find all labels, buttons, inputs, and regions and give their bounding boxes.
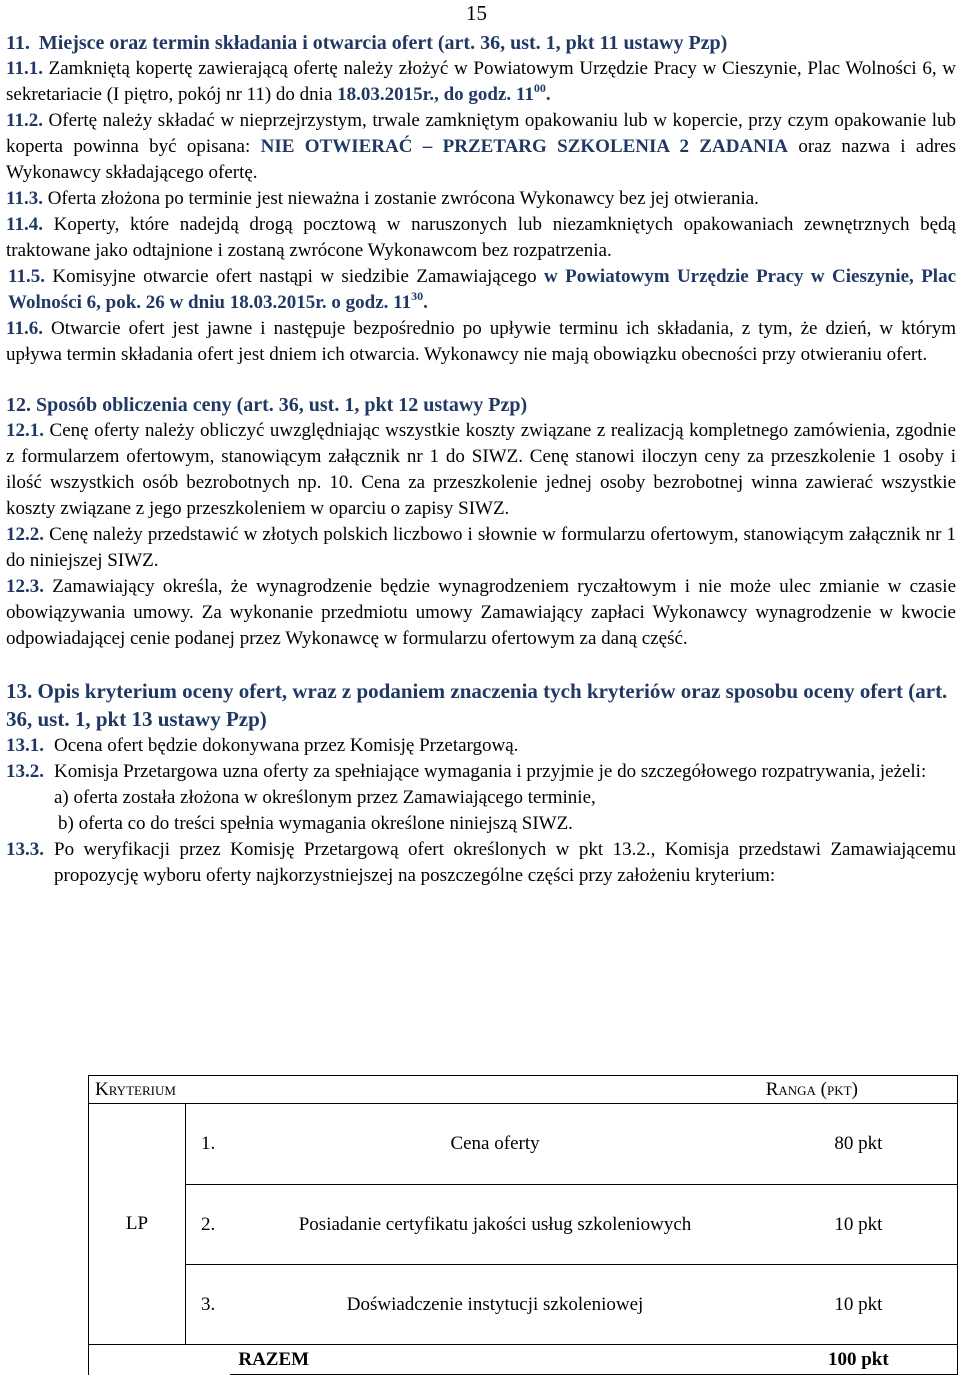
criteria-total-label: RAZEM xyxy=(230,1345,759,1375)
paragraph-13-3-number: 13.3. xyxy=(6,839,44,860)
criteria-row-name: Posiadanie certyfikatu jakości usług szkoleniowych xyxy=(230,1185,759,1265)
criteria-row xyxy=(89,1265,958,1345)
paragraph-11-4 xyxy=(6,212,956,264)
paragraph-11-2-bold: NIE OTWIERAĆ – PRZETARG SZKOLENIA 2 ZADANIA xyxy=(260,136,788,157)
paragraph-12-3-text: Zamawiający określa, że wynagrodzenie będzie wynagrodzeniem ryczałtowym i nie może ulec zmianie w czasie obowiązywania umowy. Za wykonanie przedmiotu umowy Zamawiający zapłaci Wykonawcy wynagrodzenie w kwocie odpowiadającej cenie podanej przez Wykonawcę w formularzu ofertowym za daną część. xyxy=(6,576,957,649)
paragraph-13-2-text: Komisja Przetargowa uzna oferty za spełniające wymagania i przyjmie je do szczegółowego rozpatrywania, jeżeli: xyxy=(54,761,927,782)
paragraph-13-3 xyxy=(6,837,956,889)
criteria-header-ranga-label: Ranga (pkt) xyxy=(765,1078,858,1100)
paragraph-11-5-text: Komisyjne otwarcie ofert nastąpi w siedzibie Zamawiającego xyxy=(52,266,537,287)
criteria-header-ranga xyxy=(760,1076,958,1104)
paragraph-11-5-sup: 30 xyxy=(411,289,424,303)
paragraph-11-2-number: 11.2. xyxy=(6,110,43,131)
paragraph-12-3 xyxy=(6,574,956,652)
criteria-row-number: 2. xyxy=(185,1185,230,1265)
paragraph-11-1-end: . xyxy=(545,84,551,105)
section-11-title: Miejsce oraz termin składania i otwarcia ofert (art. 36, ust. 1, pkt 11 ustawy Pzp) xyxy=(38,32,728,54)
criteria-table-header xyxy=(89,1076,958,1104)
criteria-row-points: 80 pkt xyxy=(760,1104,958,1185)
document-body xyxy=(6,30,956,889)
section-12-heading: 12. Sposób obliczenia ceny (art. 36, ust. 1, pkt 12 ustawy Pzp) xyxy=(6,394,528,416)
paragraph-11-1-text: Zamkniętą kopertę zawierającą ofertę należy złożyć w Powiatowym Urzędzie Pracy w Cieszynie, Plac Wolności 6, w sekretariacie (I piętro, pokój nr 11) do dnia xyxy=(6,58,956,105)
paragraph-11-6 xyxy=(6,316,956,368)
paragraph-13-2-number: 13.2. xyxy=(6,761,44,782)
paragraph-12-1-number: 12.1. xyxy=(6,420,44,441)
criteria-row-number: 3. xyxy=(185,1265,230,1345)
paragraph-11-1 xyxy=(6,56,956,108)
criteria-total-spacer xyxy=(89,1345,231,1375)
paragraph-11-5-end: . xyxy=(423,292,428,313)
paragraph-12-2-text: Cenę należy przedstawić w złotych polskich liczbowo i słownie w formularzu ofertowym, stanowiącym załącznik nr 1 do niniejszej SIWZ. xyxy=(6,524,957,571)
criteria-row-number: 1. xyxy=(185,1104,230,1185)
section-11-heading xyxy=(6,30,956,56)
paragraph-11-2 xyxy=(6,108,956,186)
paragraph-11-1-date: 18.03.2015r. xyxy=(337,84,435,105)
paragraph-11-4-text: Koperty, które nadejdą drogą pocztową w naruszonych lub niezamkniętych opakowaniach zewnętrznych będą traktowane jako odtajnione i zostaną zwrócone Wykonawcom bez rozpatrzenia. xyxy=(6,214,956,261)
paragraph-11-6-number: 11.6. xyxy=(6,318,43,339)
criteria-table xyxy=(88,1075,958,1375)
criteria-row xyxy=(89,1104,958,1185)
criteria-lp-label: LP xyxy=(125,1213,149,1234)
paragraph-11-3-text: Oferta złożona po terminie jest nieważna i zostanie zwrócona Wykonawcy bez jej otwierania. xyxy=(47,188,759,209)
paragraph-13-1-text: Ocena ofert będzie dokonywana przez Komisję Przetargową. xyxy=(54,735,519,756)
criteria-row xyxy=(89,1185,958,1265)
paragraph-11-4-number: 11.4. xyxy=(6,214,43,235)
paragraph-11-5 xyxy=(6,264,956,316)
section-13-heading: 13. Opis kryterium oceny ofert, wraz z podaniem znaczenia tych kryteriów oraz sposobu oceny ofert (art. 36, ust. 1, pkt 13 ustawy Pzp) xyxy=(6,679,948,731)
paragraph-11-3 xyxy=(6,186,956,212)
paragraph-13-1-number: 13.1. xyxy=(6,735,44,756)
criteria-header-kryterium xyxy=(89,1076,760,1104)
paragraph-13-2-item-a: a) oferta została złożona w określonym przez Zamawiającego terminie, xyxy=(54,787,596,808)
criteria-row-points: 10 pkt xyxy=(760,1185,958,1265)
paragraph-11-6-text: Otwarcie ofert jest jawne i następuje bezpośrednio po upływie terminu ich składania, z tym, że dzień, w którym upływa termin składania ofert jest dniem ich otwarcia. Wykonawcy nie mają obowiązku obecności przy otwieraniu ofert. xyxy=(6,318,957,365)
criteria-row-name: Cena oferty xyxy=(230,1104,759,1185)
paragraph-11-2-end: oraz nazwa i adres Wykonawcy składającego ofertę. xyxy=(6,136,956,183)
paragraph-13-2 xyxy=(6,759,956,785)
paragraph-12-1 xyxy=(6,418,956,522)
paragraph-11-1-number: 11.1. xyxy=(6,58,43,79)
criteria-total-value: 100 pkt xyxy=(760,1345,958,1375)
paragraph-11-5-bold: w Powiatowym Urzędzie Pracy w Cieszynie, Plac Wolności 6, pok. 26 w dniu 18.03.2015r. o godz. 11 xyxy=(8,266,957,313)
paragraph-13-3-text: Po weryfikacji przez Komisję Przetargową ofert określonych w pkt 13.2., Komisja przedstawi Zamawiającemu propozycję wyboru oferty najkorzystniejszej na poszczególne części przy założeniu kryterium: xyxy=(54,839,956,886)
paragraph-12-2 xyxy=(6,522,956,574)
page-number: 15 xyxy=(466,1,487,25)
paragraph-11-1-time-sup: 00 xyxy=(533,81,546,95)
paragraph-12-3-number: 12.3. xyxy=(6,576,44,597)
paragraph-11-3-number: 11.3. xyxy=(6,188,43,209)
paragraph-13-1 xyxy=(6,733,956,759)
section-11-number: 11. xyxy=(6,32,30,54)
criteria-total-row xyxy=(89,1345,958,1375)
paragraph-11-1-time: , do godz. 11 xyxy=(434,84,534,105)
criteria-row-points: 10 pkt xyxy=(760,1265,958,1345)
paragraph-11-5-number: 11.5. xyxy=(8,266,45,287)
paragraph-11-2-text: Ofertę należy składać w nieprzejrzystym, trwale zamkniętym opakowaniu lub w kopercie, przy czym opakowanie lub koperta powinna być opisana: xyxy=(6,110,956,157)
paragraph-13-2-item-b: b) oferta co do treści spełnia wymagania określone niniejszą SIWZ. xyxy=(58,813,573,834)
paragraph-12-1-text: Cenę oferty należy obliczyć uwzględniając wszystkie koszty związane z realizacją kompletnego zamówienia, zgodnie z formularzem ofertowym, stanowiącym załącznik nr 1 do SIWZ. Cenę stanowi iloczyn ceny za przeszkolenie 1 osoby i ilość wszystkich osób bezrobotnych np. 10. Cena za przeszkolenie jednej osoby bezrobotnej winna zawierać wszystkie koszty związane z jego przeszkoleniem w oparciu o zapisy SIWZ. xyxy=(6,420,956,519)
criteria-row-name: Doświadczenie instytucji szkoleniowej xyxy=(230,1265,759,1345)
criteria-header-kryterium-label: Kryterium xyxy=(95,1078,176,1100)
criteria-lp-cell xyxy=(89,1104,186,1345)
paragraph-12-2-number: 12.2. xyxy=(6,524,44,545)
